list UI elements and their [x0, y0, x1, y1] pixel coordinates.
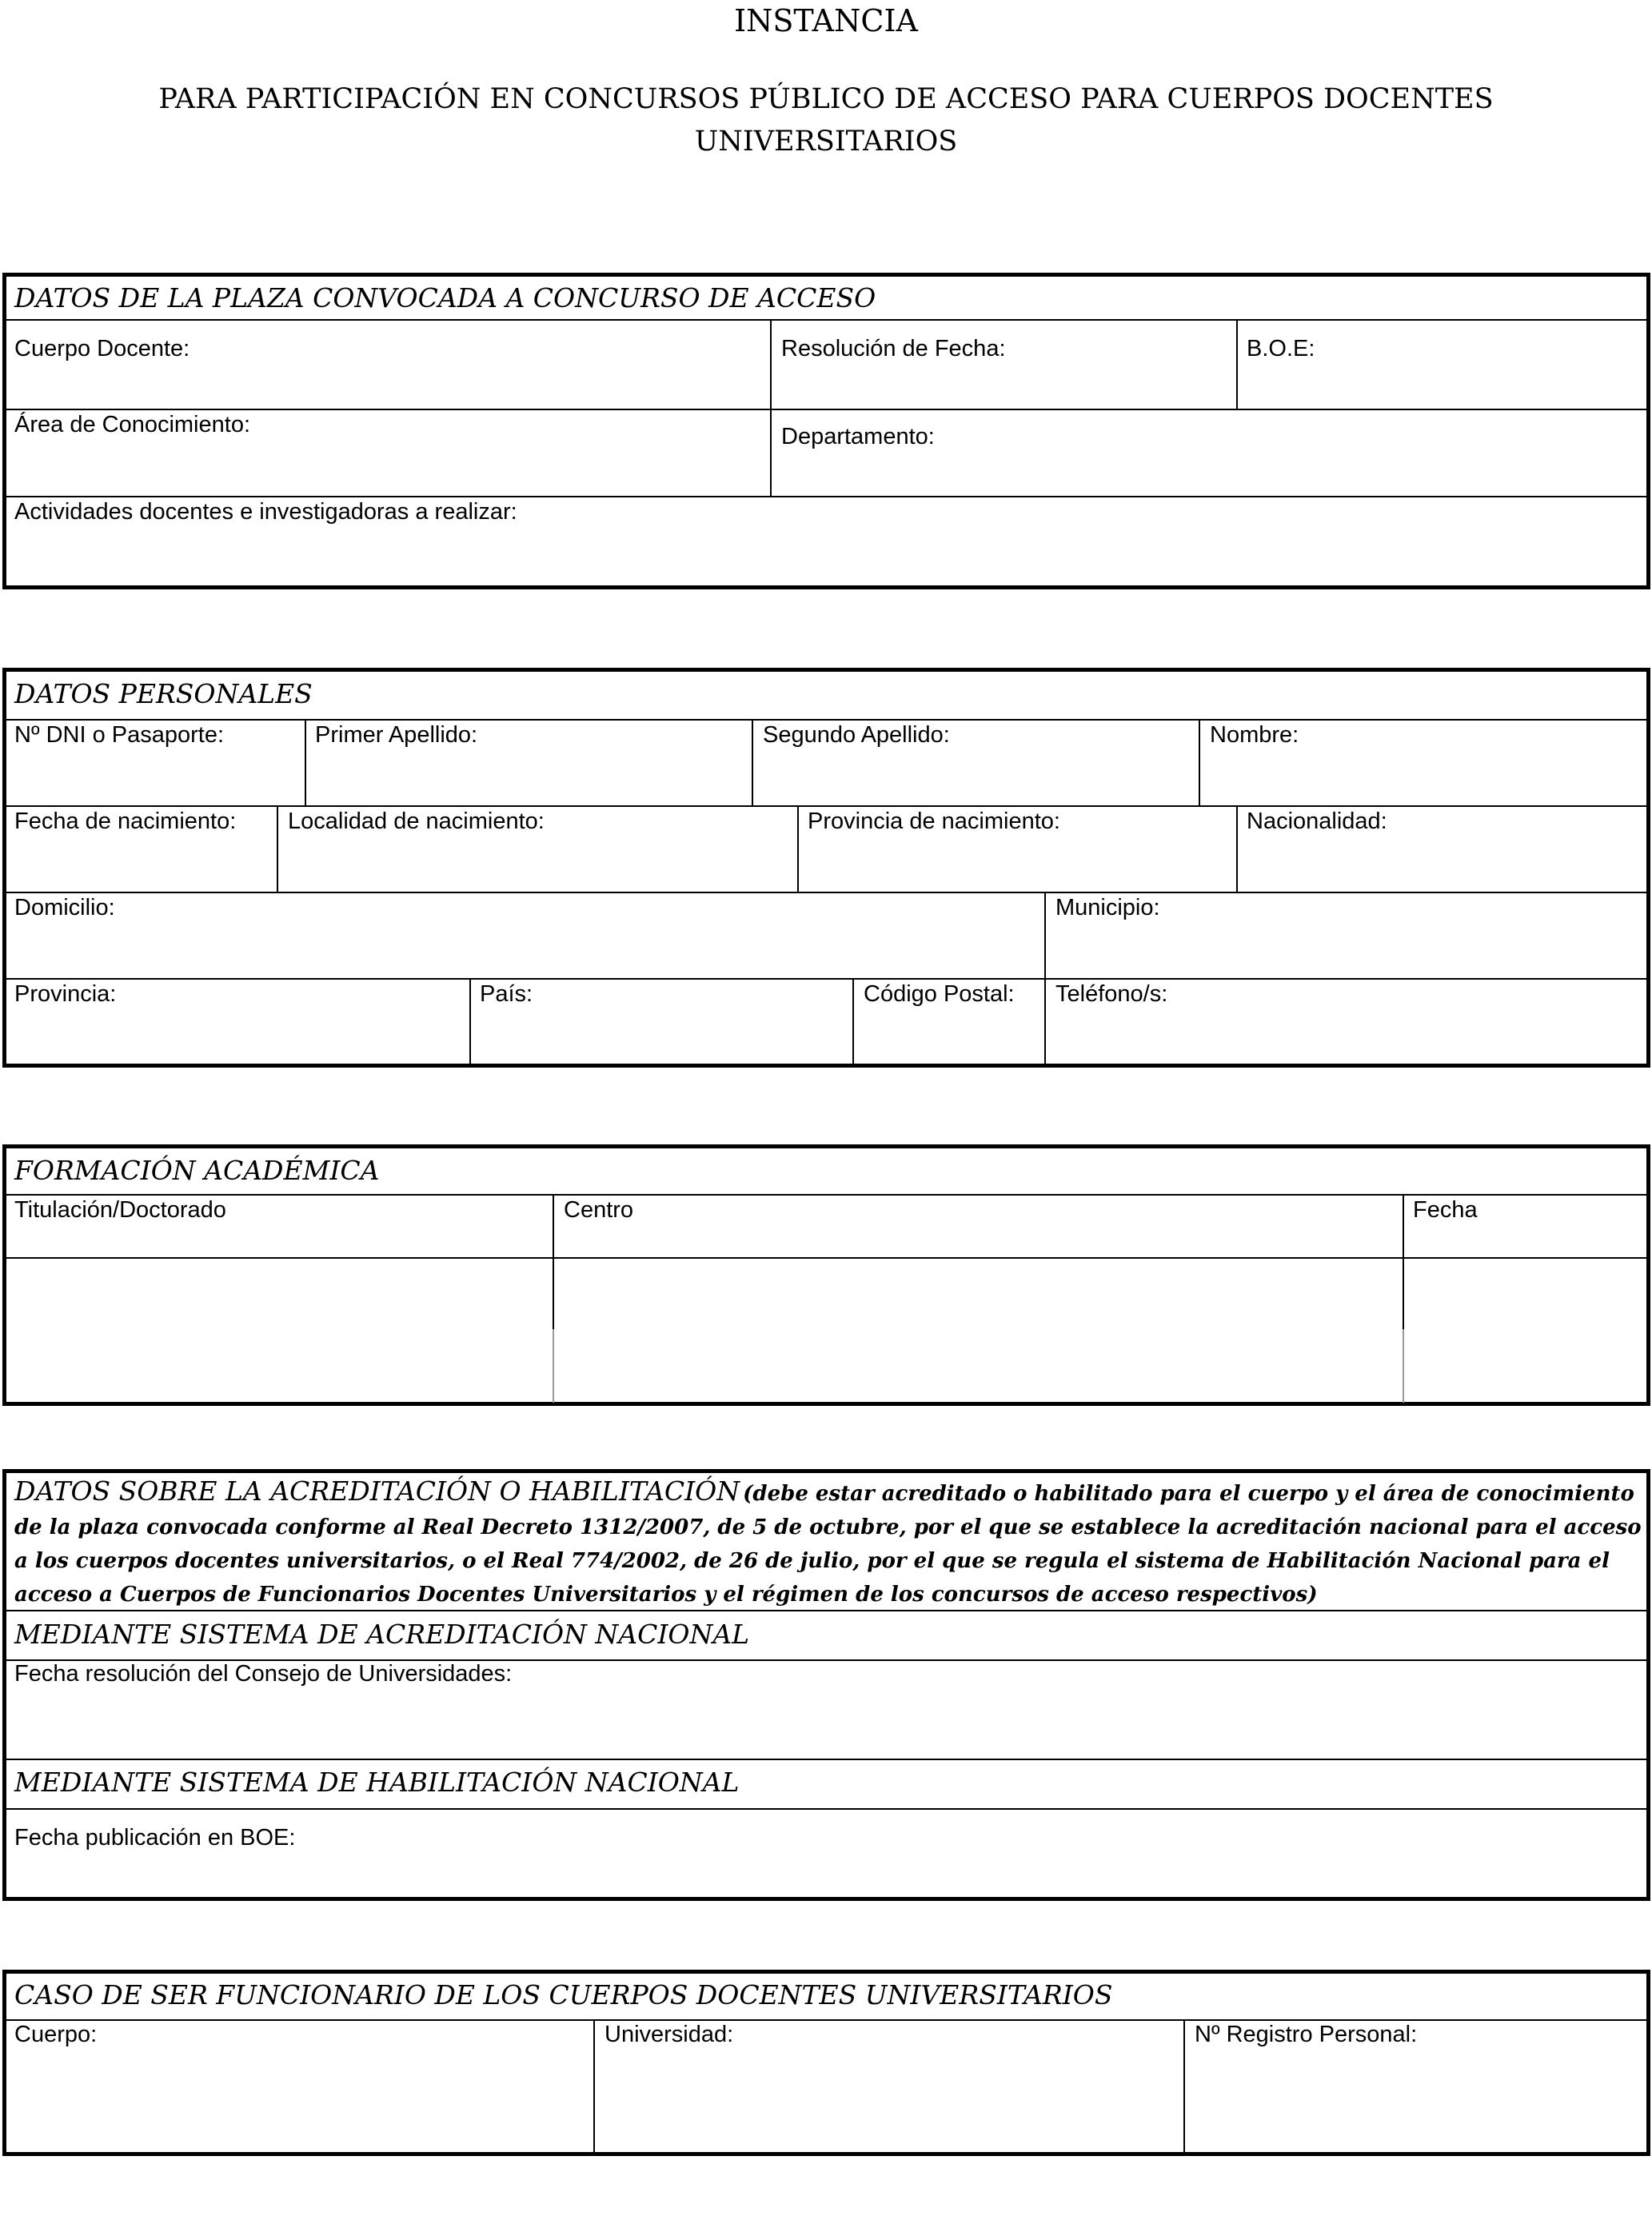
formacion-input-fecha[interactable]: [1406, 1260, 1646, 1402]
funcionario-section-title: CASO DE SER FUNCIONARIO DE LOS CUERPOS DOCENTES UNIVERSITARIOS: [14, 1979, 1113, 2010]
pais-field[interactable]: País:: [480, 981, 533, 1007]
provincia-nacimiento-field[interactable]: Provincia de nacimiento:: [808, 809, 1060, 834]
fecha-resolucion-field[interactable]: Fecha resolución del Consejo de Universidades:: [14, 1661, 513, 1687]
boe-field[interactable]: B.O.E:: [1247, 336, 1315, 361]
plaza-section-title: DATOS DE LA PLAZA CONVOCADA A CONCURSO DE ACCESO: [14, 282, 876, 313]
personales-section-title: DATOS PERSONALES: [14, 678, 313, 709]
formacion-input-centro[interactable]: [556, 1260, 1400, 1402]
col-fecha-header: Fecha: [1413, 1197, 1478, 1223]
segundo-apellido-field[interactable]: Segundo Apellido:: [763, 722, 950, 748]
col-titulacion-header: Titulación/Doctorado: [14, 1197, 226, 1223]
col-centro-header: Centro: [564, 1197, 634, 1223]
primer-apellido-field[interactable]: Primer Apellido:: [315, 722, 478, 748]
acreditacion-nacional-title: MEDIANTE SISTEMA DE ACREDITACIÓN NACIONAL: [14, 1619, 750, 1650]
fecha-nacimiento-field[interactable]: Fecha de nacimiento:: [14, 809, 237, 834]
fecha-publicacion-field[interactable]: Fecha publicación en BOE:: [14, 1825, 296, 1851]
telefonos-field[interactable]: Teléfono/s:: [1055, 981, 1168, 1007]
acreditacion-section-title: DATOS SOBRE LA ACREDITACIÓN O HABILITACIÓN: [14, 1475, 740, 1507]
resolucion-fecha-field[interactable]: Resolución de Fecha:: [781, 336, 1006, 361]
codigo-postal-field[interactable]: Código Postal:: [864, 981, 1015, 1007]
nombre-field[interactable]: Nombre:: [1210, 722, 1299, 748]
cuerpo-field[interactable]: Cuerpo:: [14, 2022, 98, 2047]
habilitacion-nacional-title: MEDIANTE SISTEMA DE HABILITACIÓN NACIONAL: [14, 1767, 740, 1798]
page-title: INSTANCIA: [734, 3, 918, 38]
actividades-field[interactable]: Actividades docentes e investigadoras a realizar:: [14, 499, 517, 525]
cuerpo-docente-field[interactable]: Cuerpo Docente:: [14, 336, 190, 361]
domicilio-field[interactable]: Domicilio:: [14, 895, 115, 920]
dni-field[interactable]: Nº DNI o Pasaporte:: [14, 722, 225, 748]
localidad-nacimiento-field[interactable]: Localidad de nacimiento:: [288, 809, 545, 834]
acreditacion-header: [14, 1475, 1642, 1613]
provincia-field[interactable]: Provincia:: [14, 981, 117, 1007]
municipio-field[interactable]: Municipio:: [1055, 895, 1160, 920]
page-subtitle-line2: UNIVERSITARIOS: [694, 126, 958, 158]
registro-personal-field[interactable]: Nº Registro Personal:: [1195, 2022, 1418, 2047]
departamento-field[interactable]: Departamento:: [781, 424, 935, 449]
nacionalidad-field[interactable]: Nacionalidad:: [1247, 809, 1387, 834]
formacion-section-title: FORMACIÓN ACADÉMICA: [14, 1155, 380, 1186]
formacion-input-titulacion[interactable]: [6, 1260, 550, 1402]
page-subtitle-line1: PARA PARTICIPACIÓN EN CONCURSOS PÚBLICO DE ACCESO PARA CUERPOS DOCENTES: [158, 83, 1494, 115]
acreditacion-note: (debe estar acreditado o habilitado para el cuerpo y el área de conocimiento de la plaza convocada conforme al Real Decreto 1312/2007, de 5 de octubre, por el que se establece la acreditación nacional para el acceso a los cuerpos docentes universitarios, o el Real 774/2002, de 26 de julio, por el que se regula el sistema de Habilitación Nacional para el acceso a Cuerpos de Funcionarios Docentes Universitarios y el régimen de los concursos de acceso respectivos): [14, 1482, 1642, 1607]
area-conocimiento-field[interactable]: Área de Conocimiento:: [14, 412, 250, 437]
universidad-field[interactable]: Universidad:: [605, 2022, 734, 2047]
